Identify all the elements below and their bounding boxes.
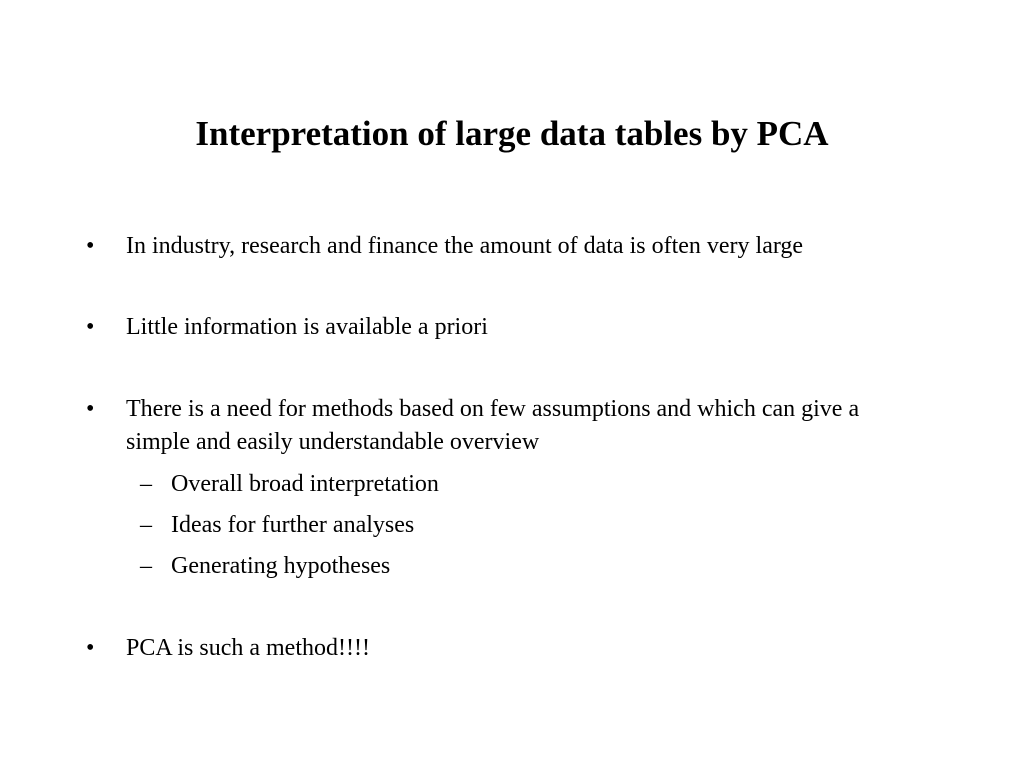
sub-bullet-marker: – xyxy=(140,471,152,497)
sub-bullet-marker: – xyxy=(140,512,152,538)
bullet-marker: • xyxy=(86,635,95,661)
sub-bullet-item xyxy=(140,468,920,501)
bullet-item xyxy=(86,632,946,665)
sub-bullet-marker: – xyxy=(140,553,152,579)
sub-bullet-item xyxy=(140,550,920,583)
bullet-marker: • xyxy=(86,396,95,422)
bullet-text: There is a need for methods based on few assumptions and which can give a simple and easily understandable overview xyxy=(126,396,860,455)
bullet-item xyxy=(86,393,926,459)
bullet-item xyxy=(86,230,946,263)
bullet-text: PCA is such a method!!!! xyxy=(126,635,370,661)
bullet-marker: • xyxy=(86,233,95,259)
bullet-text: In industry, research and finance the amount of data is often very large xyxy=(126,233,804,259)
bullet-text: Little information is available a priori xyxy=(126,314,488,340)
slide-title: Interpretation of large data tables by PCA xyxy=(195,114,829,153)
bullet-marker: • xyxy=(86,314,95,340)
sub-bullet-text: Overall broad interpretation xyxy=(171,471,439,497)
bullet-item xyxy=(86,311,946,344)
sub-bullet-item xyxy=(140,509,920,542)
sub-bullet-text: Ideas for further analyses xyxy=(171,512,415,538)
sub-bullet-text: Generating hypotheses xyxy=(171,553,391,579)
